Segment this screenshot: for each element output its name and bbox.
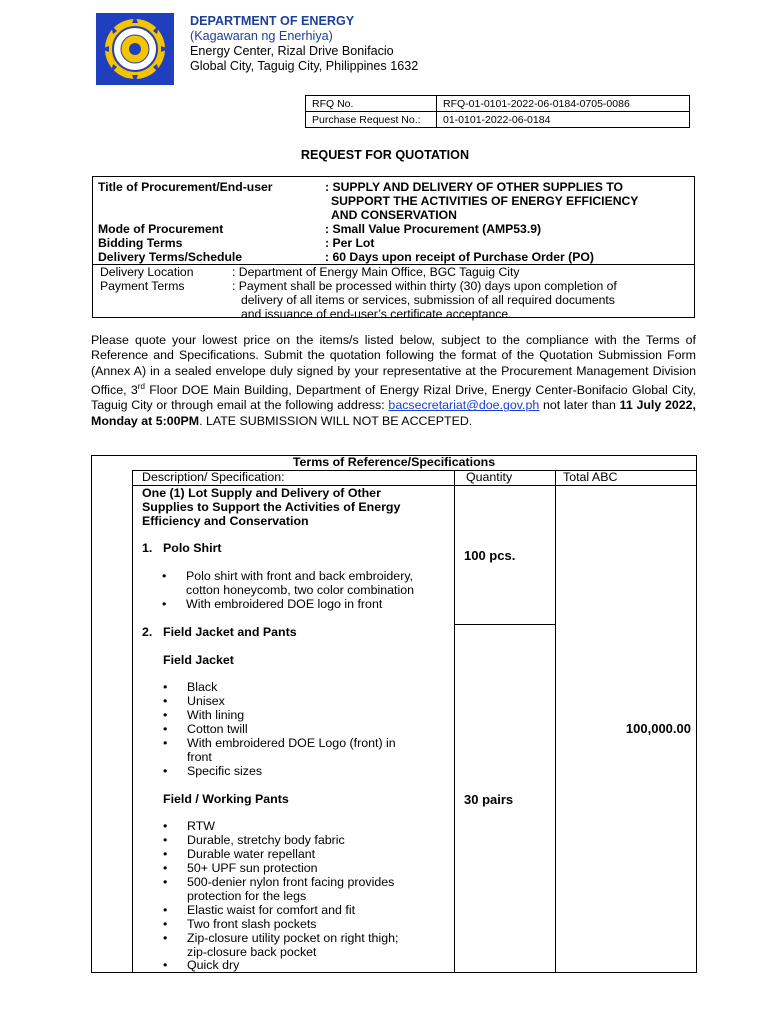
organization-header <box>190 14 418 74</box>
address-line-2: Global City, Taguig City, Philippines 1632 <box>190 59 419 73</box>
procurement-details <box>92 176 695 321</box>
rfq-label: RFQ No. <box>306 96 437 112</box>
divider <box>132 470 133 972</box>
mode-value: : Small Value Procurement (AMP53.9) <box>325 222 542 236</box>
instructions-part-3: not later than <box>539 398 620 413</box>
bullet-text: 500-denier nylon front facing provides <box>187 875 395 889</box>
bullet-text: protection for the legs <box>187 889 307 903</box>
rfq-row <box>306 96 690 112</box>
email-link[interactable]: bacsecretariat@doe.gov.ph <box>388 398 540 413</box>
superscript-rd: rd <box>137 381 145 391</box>
title-value-1: : SUPPLY AND DELIVERY OF OTHER SUPPLIES TO <box>325 180 623 194</box>
bullet-text: Black <box>187 680 218 694</box>
divider <box>454 470 455 972</box>
title-label: Title of Procurement/End-user <box>98 180 273 194</box>
bullet-text: 50+ UPF sun protection <box>187 861 318 875</box>
title-value-3: AND CONSERVATION <box>331 208 457 222</box>
bullet-text: Unisex <box>187 694 225 708</box>
bullet-text: Durable water repellant <box>187 847 316 861</box>
mode-label: Mode of Procurement <box>98 222 224 236</box>
bullet-text: With embroidered DOE Logo (front) in <box>187 736 396 750</box>
address-line-1: Energy Center, Rizal Drive Bonifacio <box>190 44 394 58</box>
title-value-2: SUPPORT THE ACTIVITIES OF ENERGY EFFICIENCY <box>331 194 639 208</box>
lot-title-3: Efficiency and Conservation <box>142 514 309 528</box>
instructions-part-2: Floor DOE Main Building, Department of Energy Rizal Drive, Energy Center-Bonifacio Global City, Taguig City or through email at the following address: <box>91 383 696 413</box>
bidding-value: : Per Lot <box>325 236 375 250</box>
jacket-title: Field Jacket <box>163 653 234 667</box>
deadline: 11 July 2022, Monday at 5:00PM <box>91 398 696 428</box>
doe-seal-icon <box>96 13 174 85</box>
total-abc-value: 100,000.00 <box>625 721 691 736</box>
bullet-text: Specific sizes <box>187 764 263 778</box>
item1-number: 1. <box>142 541 153 555</box>
document-title: REQUEST FOR QUOTATION <box>300 148 470 162</box>
org-name: DEPARTMENT OF ENERGY <box>190 14 355 28</box>
bullet-text: Polo shirt with front and back embroidery, <box>186 569 414 583</box>
bullet-text: Zip-closure utility pocket on right thigh; <box>187 931 399 945</box>
bullet-text: Cotton twill <box>187 722 248 736</box>
rfq-table <box>305 95 690 128</box>
col-total-abc: Total ABC <box>563 470 618 484</box>
rfq-value: RFQ-01-0101-2022-06-0184-0705-0086 <box>437 96 690 112</box>
instructions-part-4: . LATE SUBMISSION WILL NOT BE ACCEPTED. <box>199 413 473 428</box>
bullet-text: front <box>187 750 212 764</box>
bidding-label: Bidding Terms <box>98 236 183 250</box>
pr-label: Purchase Request No.: <box>306 112 437 128</box>
instructions-part-1: Please quote your lowest price on the items/s listed below, subject to the compliance with the Terms of Reference and Specifications. Submit the quotation following the format of the Quotation Submission Form (Annex A) in a sealed envelope duly signed by your representative at the Procurement Management Division Office, 3 <box>91 333 696 398</box>
col-description: Description/ Specification: <box>142 470 285 484</box>
payment-line-3: and issuance of end-user’s certificate acceptance. <box>241 307 512 321</box>
divider <box>555 470 556 972</box>
delivery-value: : 60 Days upon receipt of Purchase Order (PO) <box>325 250 594 264</box>
lot-title-1: One (1) Lot Supply and Delivery of Other <box>142 486 381 500</box>
delivery-label: Delivery Terms/Schedule <box>98 250 243 264</box>
payment-line-1: : Payment shall be processed within thirty (30) days upon completion of <box>232 279 617 293</box>
bullet-text: Two front slash pockets <box>187 917 317 931</box>
bullet-text: Durable, stretchy body fabric <box>187 833 345 847</box>
pants-quantity: 30 pairs <box>464 792 514 807</box>
pr-value: 01-0101-2022-06-0184 <box>437 112 690 128</box>
payment-label: Payment Terms <box>100 279 185 293</box>
location-label: Delivery Location <box>100 265 194 279</box>
pants-title: Field / Working Pants <box>163 792 289 806</box>
payment-line-2: delivery of all items or services, submission of all required documents <box>241 293 615 307</box>
org-sub: (Kagawaran ng Enerhiya) <box>190 29 333 43</box>
col-quantity: Quantity <box>466 470 513 484</box>
terms-heading: Terms of Reference/Specifications <box>292 455 496 469</box>
instructions-paragraph <box>91 333 696 429</box>
divider <box>454 624 555 625</box>
item2-number: 2. <box>142 625 153 639</box>
item1-quantity: 100 pcs. <box>464 548 516 563</box>
item1-title: Polo Shirt <box>163 541 222 555</box>
terms-table: Terms of Reference/Specifications Description/ Specification: Quantity Total ABC One (1) Lot Supply and Delivery of Other Supplies to Support the Activities of Energy Efficiency and Conservation 1. Polo Shirt 100 pcs. • Polo shirt with front and back embroidery, cotton honeycomb, two color combination • With embroidered DOE logo in front 2. Field Jacket and Pants Field Jacket • Black • Unisex • With lining • Cotton twill • With embroidered DOE Logo (front) in front • Specific sizes Field / Working Pants 30 pairs • RTW • Durable, stretchy body fabric • Durable water repellant • 50+ UPF sun protection • 500-denier nylon front facing provides protection for the legs • Elastic waist for comfort and fit • Two front slash pockets • Zip-closure utility pocket on right thigh; zip-closure back pocket • Quick dry 100,000.00 <box>91 455 697 973</box>
item2-title: Field Jacket and Pants <box>163 625 297 639</box>
lot-title-2: Supplies to Support the Activities of Energy <box>142 500 401 514</box>
bullet-text: zip-closure back pocket <box>187 945 317 959</box>
pr-row <box>306 112 690 128</box>
bullet-text: Quick dry <box>187 958 240 972</box>
bullet-text: Elastic waist for comfort and fit <box>187 903 356 917</box>
location-value: : Department of Energy Main Office, BGC Taguig City <box>232 265 520 279</box>
bullet-text: With lining <box>187 708 245 722</box>
bullet-text: cotton honeycomb, two color combination <box>186 583 414 597</box>
bullet-text: RTW <box>187 819 215 833</box>
bullet-text: With embroidered DOE logo in front <box>186 597 383 611</box>
